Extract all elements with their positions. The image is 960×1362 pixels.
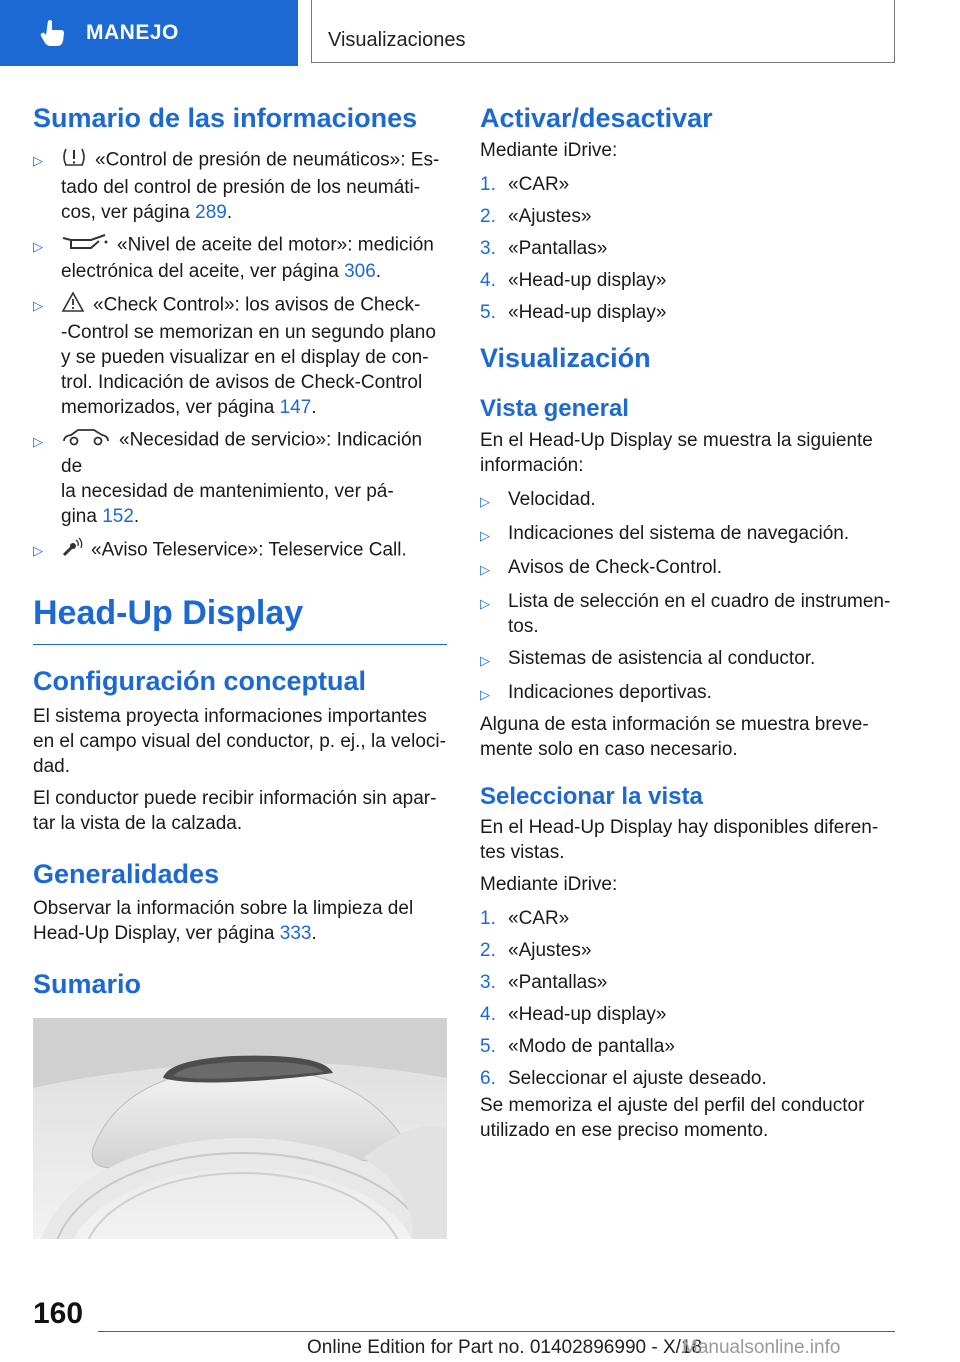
page-header	[0, 0, 960, 66]
general-after: .	[311, 922, 317, 944]
step-item	[480, 204, 898, 229]
bullet-marker: ▷	[480, 652, 490, 668]
list-item-line	[61, 504, 447, 529]
step-text: «Head-up display»	[508, 302, 667, 324]
step-item	[480, 268, 898, 293]
page-link[interactable]: 306	[344, 261, 376, 283]
list-item-lead: «Necesidad de servicio»: Indicación de	[61, 429, 423, 478]
list-item-text	[61, 427, 447, 529]
chapter-label: MANEJO	[86, 21, 179, 44]
page-number: 160	[33, 1297, 84, 1330]
bullet-marker: ▷	[33, 298, 43, 314]
step-text: «Ajustes»	[508, 940, 592, 962]
step-text: «Head-up display»	[508, 270, 667, 292]
step-item	[480, 970, 898, 995]
step-number: 2.	[480, 206, 496, 228]
step-number: 5.	[480, 302, 496, 324]
page-link-333[interactable]: 333	[279, 922, 312, 944]
bullet-marker: ▷	[33, 434, 43, 450]
select-note: Se memoriza el ajuste del perfil del conductor utilizado en ese preciso momento.	[480, 1095, 865, 1142]
list-item-line: -Control se memorizan en un segundo plano	[61, 322, 436, 344]
activate-heading: Activar/desactivar	[480, 103, 713, 133]
list-item-text	[61, 146, 447, 225]
indicator-list	[33, 146, 447, 565]
overview-note: Alguna de esta información se muestra breve- mente solo en caso necesario.	[480, 713, 869, 760]
general-paragraph	[33, 896, 447, 946]
page-link[interactable]: 289	[195, 202, 227, 224]
step-item	[480, 906, 898, 931]
list-item-line	[61, 427, 447, 479]
list-item	[480, 589, 898, 639]
hud-heading: Head-Up Display	[33, 594, 304, 633]
select-intro: En el Head-Up Display hay disponibles diferen- tes vistas.	[480, 817, 879, 864]
step-number: 2.	[480, 940, 496, 962]
concept-heading: Configuración conceptual	[33, 666, 367, 697]
list-item-lead: «Aviso Teleservice»: Teleservice Call.	[91, 539, 407, 561]
sumario-heading: Sumario	[33, 968, 142, 999]
list-item-line: tado del control de presión de los neumáti-	[61, 177, 421, 199]
overview-list	[480, 487, 898, 707]
bullet-marker: ▷	[480, 595, 490, 611]
list-item-text: Sistemas de asistencia al conductor.	[508, 647, 816, 669]
step-item	[480, 1002, 898, 1027]
step-text: «Modo de pantalla»	[508, 1036, 675, 1058]
step-text: «CAR»	[508, 908, 570, 930]
concept-paragraph-1: El sistema proyecta informaciones importantes en el campo visual del conductor, p. ej., la veloci- dad.	[33, 705, 446, 777]
chapter-tab[interactable]	[0, 0, 298, 66]
warning-triangle-icon	[61, 291, 85, 320]
section-label: Visualizaciones	[328, 29, 466, 51]
tire-pressure-warning-icon	[61, 146, 87, 175]
step-text: «Pantallas»	[508, 972, 608, 994]
heading-rule	[33, 644, 447, 645]
step-item	[480, 172, 898, 197]
general-text: Observar la información sobre la limpieza del Head-Up Display, ver página	[33, 897, 414, 944]
list-item-after: .	[133, 506, 140, 528]
activate-steps-list	[480, 172, 898, 325]
step-item	[480, 938, 898, 963]
list-item-line	[61, 232, 447, 259]
bullet-marker: ▷	[33, 543, 43, 559]
list-item-line: trol. Indicación de avisos de Check-Control	[61, 372, 423, 394]
bullet-marker: ▷	[480, 561, 490, 577]
list-item-text: Velocidad.	[508, 488, 596, 510]
step-number: 1.	[480, 908, 496, 930]
section-tab[interactable]	[311, 0, 895, 63]
general-heading: Generalidades	[33, 858, 220, 889]
list-item-lead: «Control de presión de neumáticos»: Es-	[95, 149, 440, 171]
list-item-lead: «Check Control»: los avisos de Check-	[93, 294, 421, 316]
step-item	[480, 1066, 898, 1091]
step-number: 6.	[480, 1068, 496, 1090]
list-item	[33, 427, 447, 529]
step-number: 4.	[480, 270, 496, 292]
activate-intro: Mediante iDrive:	[480, 140, 618, 162]
left-column	[33, 96, 447, 1239]
footer-rule	[98, 1331, 895, 1332]
list-item-line	[61, 259, 447, 284]
bullet-marker: ▷	[33, 153, 43, 169]
list-item	[480, 521, 898, 548]
list-item	[480, 555, 898, 582]
step-number: 1.	[480, 174, 496, 196]
step-text: «Pantallas»	[508, 238, 608, 260]
pointing-hand-icon	[40, 19, 66, 47]
list-item-line	[61, 146, 447, 175]
service-car-icon	[61, 427, 111, 454]
overview-intro: En el Head-Up Display se muestra la siguiente información:	[480, 429, 873, 476]
overview-heading: Vista general	[480, 394, 629, 422]
list-item-text	[61, 232, 447, 284]
list-item	[480, 646, 898, 673]
list-item-text: Lista de selección en el cuadro de instrumen- tos.	[508, 590, 891, 637]
list-item-text: Indicaciones deportivas.	[508, 681, 712, 703]
bullet-marker: ▷	[480, 686, 490, 702]
select-heading: Seleccionar la vista	[480, 782, 703, 810]
summary-heading: Sumario de las informaciones	[33, 103, 418, 133]
list-item-tail: cos, ver página	[61, 202, 196, 224]
list-item-line: la necesidad de mantenimiento, ver pá-	[61, 481, 394, 503]
oil-can-icon	[61, 232, 109, 259]
list-item-line	[61, 395, 447, 420]
watermark-text: Manualsonline.info	[682, 1337, 841, 1358]
bullet-marker: ▷	[480, 493, 490, 509]
list-item-tail: gina	[61, 506, 103, 528]
step-text: Seleccionar el ajuste deseado.	[508, 1068, 767, 1090]
list-item-line	[61, 536, 447, 565]
select-steps-list	[480, 906, 898, 1091]
list-item-text: Indicaciones del sistema de navegación.	[508, 522, 850, 544]
step-number: 3.	[480, 972, 496, 994]
page-link[interactable]: 147	[279, 397, 312, 419]
list-item-text: Avisos de Check-Control.	[508, 556, 723, 578]
step-number: 5.	[480, 1036, 496, 1058]
step-text: «Ajustes»	[508, 206, 592, 228]
list-item-line: y se pueden visualizar en el display de con-	[61, 347, 429, 369]
hud-photo-illustration	[33, 1018, 447, 1239]
display-heading: Visualización	[480, 343, 651, 374]
step-text: «CAR»	[508, 174, 570, 196]
list-item	[33, 291, 447, 420]
step-item	[480, 236, 898, 261]
list-item	[33, 536, 447, 565]
list-item	[480, 680, 898, 707]
list-item-tail: electrónica del aceite, ver página	[61, 261, 345, 283]
list-item	[480, 487, 898, 514]
teleservice-wrench-icon	[61, 536, 83, 565]
page-link[interactable]: 152	[102, 506, 134, 528]
select-idrive: Mediante iDrive:	[480, 874, 618, 896]
list-item-after: .	[375, 261, 382, 283]
bullet-marker: ▷	[480, 527, 490, 543]
list-item	[33, 146, 447, 225]
list-item-tail: memorizados, ver página	[61, 397, 280, 419]
step-item	[480, 1034, 898, 1059]
step-text: «Head-up display»	[508, 1004, 667, 1026]
hud-dashboard-photo	[33, 1018, 447, 1239]
right-column	[480, 96, 898, 1143]
concept-paragraph-2: El conductor puede recibir información sin apar- tar la vista de la calzada.	[33, 787, 437, 834]
step-number: 3.	[480, 238, 496, 260]
list-item-line	[61, 200, 447, 225]
list-item-text	[61, 291, 447, 420]
list-item-text	[61, 536, 447, 565]
list-item-after: .	[226, 202, 233, 224]
step-number: 4.	[480, 1004, 496, 1026]
list-item-after: .	[311, 397, 317, 419]
list-item-lead: «Nivel de aceite del motor»: medición	[117, 234, 434, 256]
bullet-marker: ▷	[33, 239, 43, 255]
list-item-line	[61, 291, 447, 320]
list-item	[33, 232, 447, 284]
step-item	[480, 300, 898, 325]
edition-text: Online Edition for Part no. 01402896990 - X/18	[307, 1337, 703, 1358]
